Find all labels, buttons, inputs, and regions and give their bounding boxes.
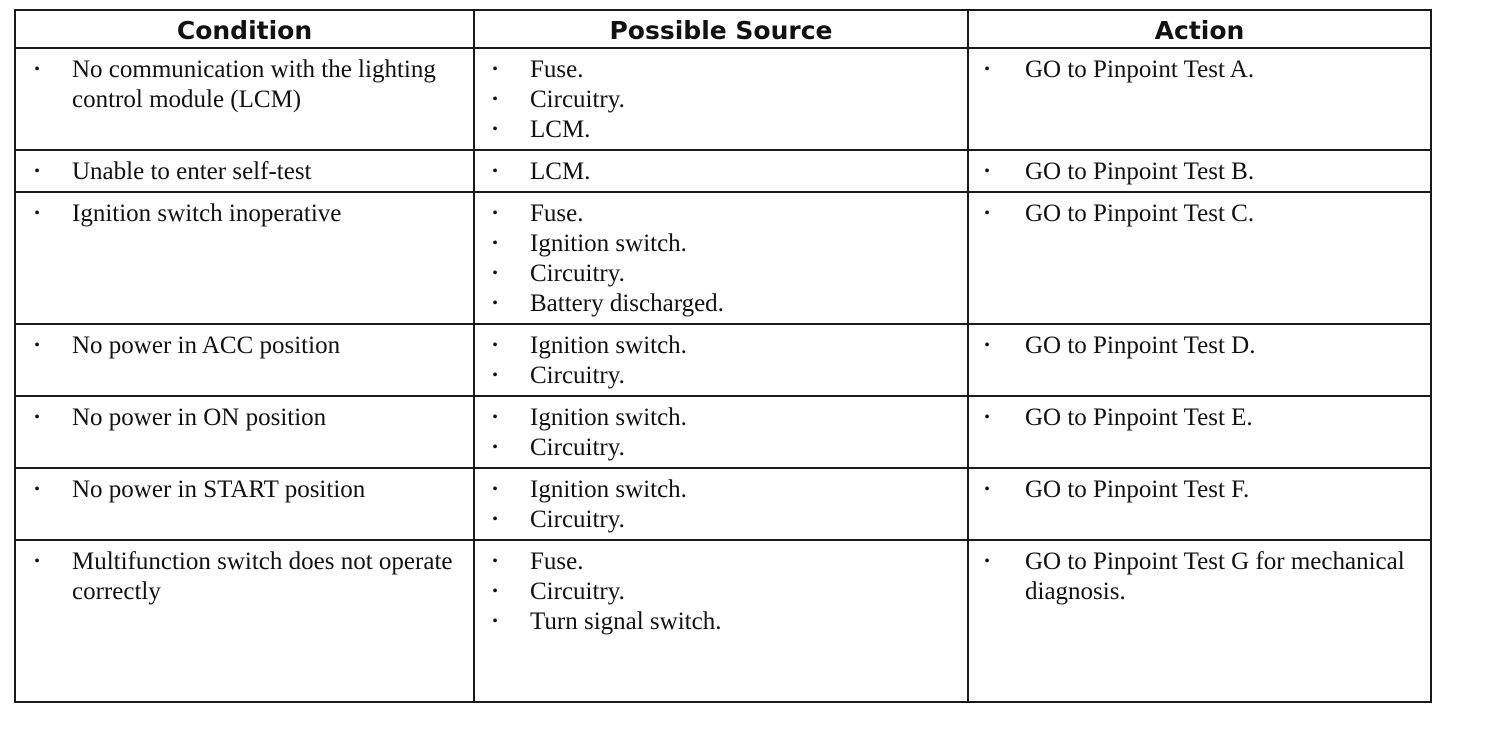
source-item-text: Circuitry. [530,434,625,461]
source-item [475,85,967,115]
bullet-icon: • [492,163,498,180]
bullet-icon: • [492,121,498,138]
table-row [15,192,1431,324]
header-row [15,10,1431,48]
bullet-icon: • [984,409,990,426]
source-item [475,433,967,463]
action-cell [968,540,1431,702]
condition-item [16,55,473,115]
condition-item-text: No power in ON position [72,404,327,431]
bullet-icon: • [34,163,40,180]
source-item [475,157,967,187]
bullet-icon: • [492,613,498,630]
table-row [15,540,1431,702]
condition-item-text: Multifunction switch does not operate correctly [72,548,453,605]
bullet-icon: • [492,583,498,600]
source-item [475,55,967,85]
condition-item-text: Unable to enter self-test [72,158,312,185]
table-row [15,396,1431,468]
table-row [15,468,1431,540]
possible-source-cell [474,468,968,540]
bullet-icon: • [34,481,40,498]
source-item [475,607,967,637]
source-item-text: Fuse. [530,200,584,227]
possible-source-cell [474,150,968,192]
possible-source-cell [474,396,968,468]
action-item [969,331,1430,361]
source-item-text: Fuse. [530,548,584,575]
bullet-icon: • [492,235,498,252]
source-item-text: Fuse. [530,56,584,83]
source-item [475,289,967,319]
condition-cell [15,48,474,150]
source-item-text: Battery discharged. [530,290,724,317]
bullet-icon: • [492,409,498,426]
source-item-text: Turn signal switch. [530,608,722,635]
action-cell [968,324,1431,396]
bullet-icon: • [34,61,40,78]
condition-cell [15,192,474,324]
source-item [475,403,967,433]
condition-cell [15,324,474,396]
source-item-text: Ignition switch. [530,332,687,359]
condition-cell [15,540,474,702]
possible-source-cell [474,48,968,150]
bullet-icon: • [492,337,498,354]
bullet-icon: • [34,409,40,426]
bullet-icon: • [984,481,990,498]
bullet-icon: • [984,61,990,78]
action-cell [968,48,1431,150]
source-item [475,475,967,505]
action-cell [968,150,1431,192]
bullet-icon: • [492,511,498,528]
action-item [969,403,1430,433]
possible-source-cell [474,540,968,702]
condition-item [16,403,473,433]
bullet-icon: • [984,163,990,180]
action-cell [968,468,1431,540]
condition-item [16,475,473,505]
bullet-icon: • [492,205,498,222]
source-item-text: Ignition switch. [530,476,687,503]
source-item [475,259,967,289]
source-item-text: Circuitry. [530,506,625,533]
bullet-icon: • [492,439,498,456]
condition-item-text: Ignition switch inoperative [72,200,342,227]
action-item [969,475,1430,505]
table-header [15,10,1431,48]
source-item-text: Circuitry. [530,260,625,287]
bullet-icon: • [492,295,498,312]
possible-source-cell [474,192,968,324]
bullet-icon: • [984,205,990,222]
bullet-icon: • [984,337,990,354]
action-item-text: GO to Pinpoint Test D. [1025,332,1256,359]
action-item [969,199,1430,229]
action-cell [968,192,1431,324]
condition-item-text: No power in ACC position [72,332,341,359]
table-row [15,150,1431,192]
source-item-text: Circuitry. [530,86,625,113]
table-body [15,48,1431,702]
header-condition: Condition [15,10,474,48]
condition-item [16,199,473,229]
source-item-text: Ignition switch. [530,230,687,257]
table-row [15,324,1431,396]
bullet-icon: • [492,367,498,384]
condition-cell [15,396,474,468]
condition-item [16,331,473,361]
condition-item [16,157,473,187]
bullet-icon: • [34,205,40,222]
source-item [475,229,967,259]
condition-cell [15,150,474,192]
source-item-text: Circuitry. [530,578,625,605]
source-item [475,361,967,391]
bullet-icon: • [492,481,498,498]
source-item [475,577,967,607]
action-cell [968,396,1431,468]
source-item [475,505,967,535]
condition-item [16,547,473,607]
condition-item-text: No power in START position [72,476,366,503]
action-item [969,547,1430,607]
action-item-text: GO to Pinpoint Test F. [1025,476,1250,503]
action-item [969,157,1430,187]
action-item [969,55,1430,85]
header-action: Action [968,10,1431,48]
table-row [15,48,1431,150]
source-item [475,547,967,577]
bullet-icon: • [984,553,990,570]
condition-cell [15,468,474,540]
source-item-text: Ignition switch. [530,404,687,431]
possible-source-cell [474,324,968,396]
bullet-icon: • [492,91,498,108]
action-item-text: GO to Pinpoint Test A. [1025,56,1255,83]
header-possible-source: Possible Source [474,10,968,48]
source-item [475,199,967,229]
action-item-text: GO to Pinpoint Test B. [1025,158,1255,185]
source-item [475,115,967,145]
bullet-icon: • [34,553,40,570]
bullet-icon: • [492,265,498,282]
source-item-text: LCM. [530,158,591,185]
action-item-text: GO to Pinpoint Test C. [1025,200,1255,227]
bullet-icon: • [34,337,40,354]
bullet-icon: • [492,553,498,570]
condition-item-text: No communication with the lighting control module (LCM) [72,56,436,113]
diagnosis-table [14,9,1432,703]
source-item-text: Circuitry. [530,362,625,389]
action-item-text: GO to Pinpoint Test G for mechanical diagnosis. [1025,548,1405,605]
source-item-text: LCM. [530,116,591,143]
action-item-text: GO to Pinpoint Test E. [1025,404,1253,431]
bullet-icon: • [492,61,498,78]
source-item [475,331,967,361]
